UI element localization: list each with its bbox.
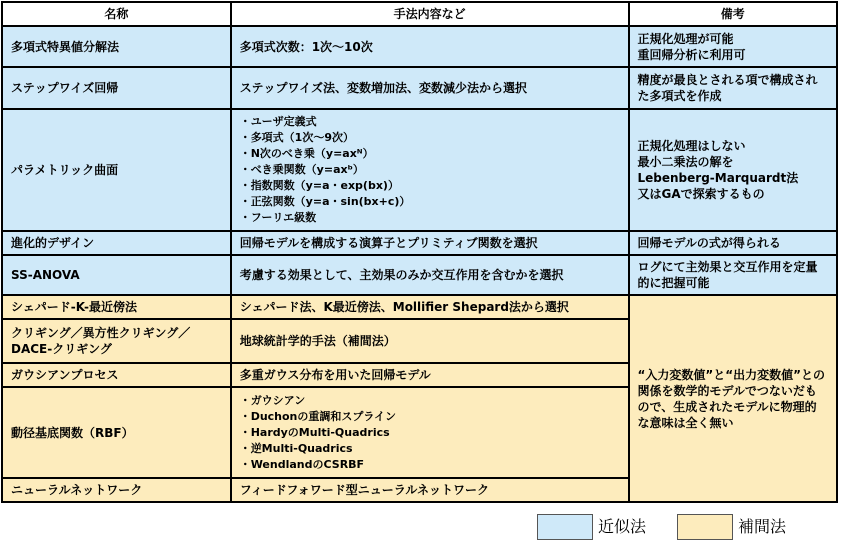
method-content [231,109,629,231]
legend-label-interp: 補間法 [738,517,787,536]
legend-swatch-interp [677,514,733,540]
method-content: 考慮する効果として、主効果のみか交互作用を含むかを選択 [231,255,629,295]
method-content [231,387,629,478]
list-item: ・ WendlandのCSRBF [240,457,620,473]
legend-swatch-approx [537,514,593,540]
method-name: ステップワイズ回帰 [2,67,231,109]
method-name: クリギング／異方性クリギング／DACE-クリギング [2,319,231,363]
method-name: ガウシアンプロセス [2,363,231,387]
method-remark: ログにて主効果と交互作用を定量的に把握可能 [629,255,838,295]
list-item: ・ ユーザ定義式 [240,114,620,130]
list-item: ・ Duchonの重調和スプライン [240,409,620,425]
list-item: ・ 逆Multi-Quadrics [240,441,620,457]
list-item: ・ 正弦関数（y=a・sin(bx+c)） [240,194,620,210]
header-content: 手法内容など [231,2,629,26]
rbf-list [240,393,620,473]
method-content: 地球統計学的手法（補間法） [231,319,629,363]
interp-remark: “入力変数値”と“出力変数値”との 関係を数学的モデルでつないだもので、生成されたモデルに物理的な意味は全く無い [629,295,838,502]
list-item: ・ N次のべき乗（y=axᴺ） [240,146,620,162]
method-content: 多項式次数：1次～10次 [231,26,629,67]
list-item: ・ フーリエ級数 [240,210,620,226]
method-name: 進化的デザイン [2,231,231,255]
method-name: SS-ANOVA [2,255,231,295]
table-row [2,109,837,231]
method-name: 動径基底関数（RBF） [2,387,231,478]
method-content: シェパード法、K最近傍法、Mollifier Shepard法から選択 [231,295,629,319]
method-content: 回帰モデルを構成する演算子とプリミティブ関数を選択 [231,231,629,255]
header-name: 名称 [2,2,231,26]
methods-table [1,1,838,503]
method-remark: 正規化処理が可能 重回帰分析に利用可 [629,26,838,67]
method-remark: 回帰モデルの式が得られる [629,231,838,255]
method-name: シェパード-K-最近傍法 [2,295,231,319]
method-name: ニューラルネットワーク [2,478,231,502]
list-item: ・ 指数関数（y=a・exp(bx)） [240,178,620,194]
parametric-list [240,114,620,226]
table-row [2,67,837,109]
method-content: フィードフォワード型ニューラルネットワーク [231,478,629,502]
method-name: パラメトリック曲面 [2,109,231,231]
method-content: 多重ガウス分布を用いた回帰モデル [231,363,629,387]
table-row [2,26,837,67]
legend-label-approx: 近似法 [598,517,647,536]
table-row [2,295,837,319]
list-item: ・ べき乗関数（y=axᵇ） [240,162,620,178]
method-name: 多項式特異値分解法 [2,26,231,67]
table-row [2,255,837,295]
header-remark: 備考 [629,2,838,26]
method-remark: 精度が最良とされる項で構成された多項式を作成 [629,67,838,109]
header-row [2,2,837,26]
list-item: ・ 多項式（1次～9次） [240,130,620,146]
table-row [2,231,837,255]
list-item: ・ ガウシアン [240,393,620,409]
method-remark: 正規化処理はしない 最小二乗法の解を Lebenberg-Marquardt法 又はGAで探索するもの [629,109,838,231]
method-content: ステップワイズ法、変数増加法、変数減少法から選択 [231,67,629,109]
list-item: ・ HardyのMulti-Quadrics [240,425,620,441]
